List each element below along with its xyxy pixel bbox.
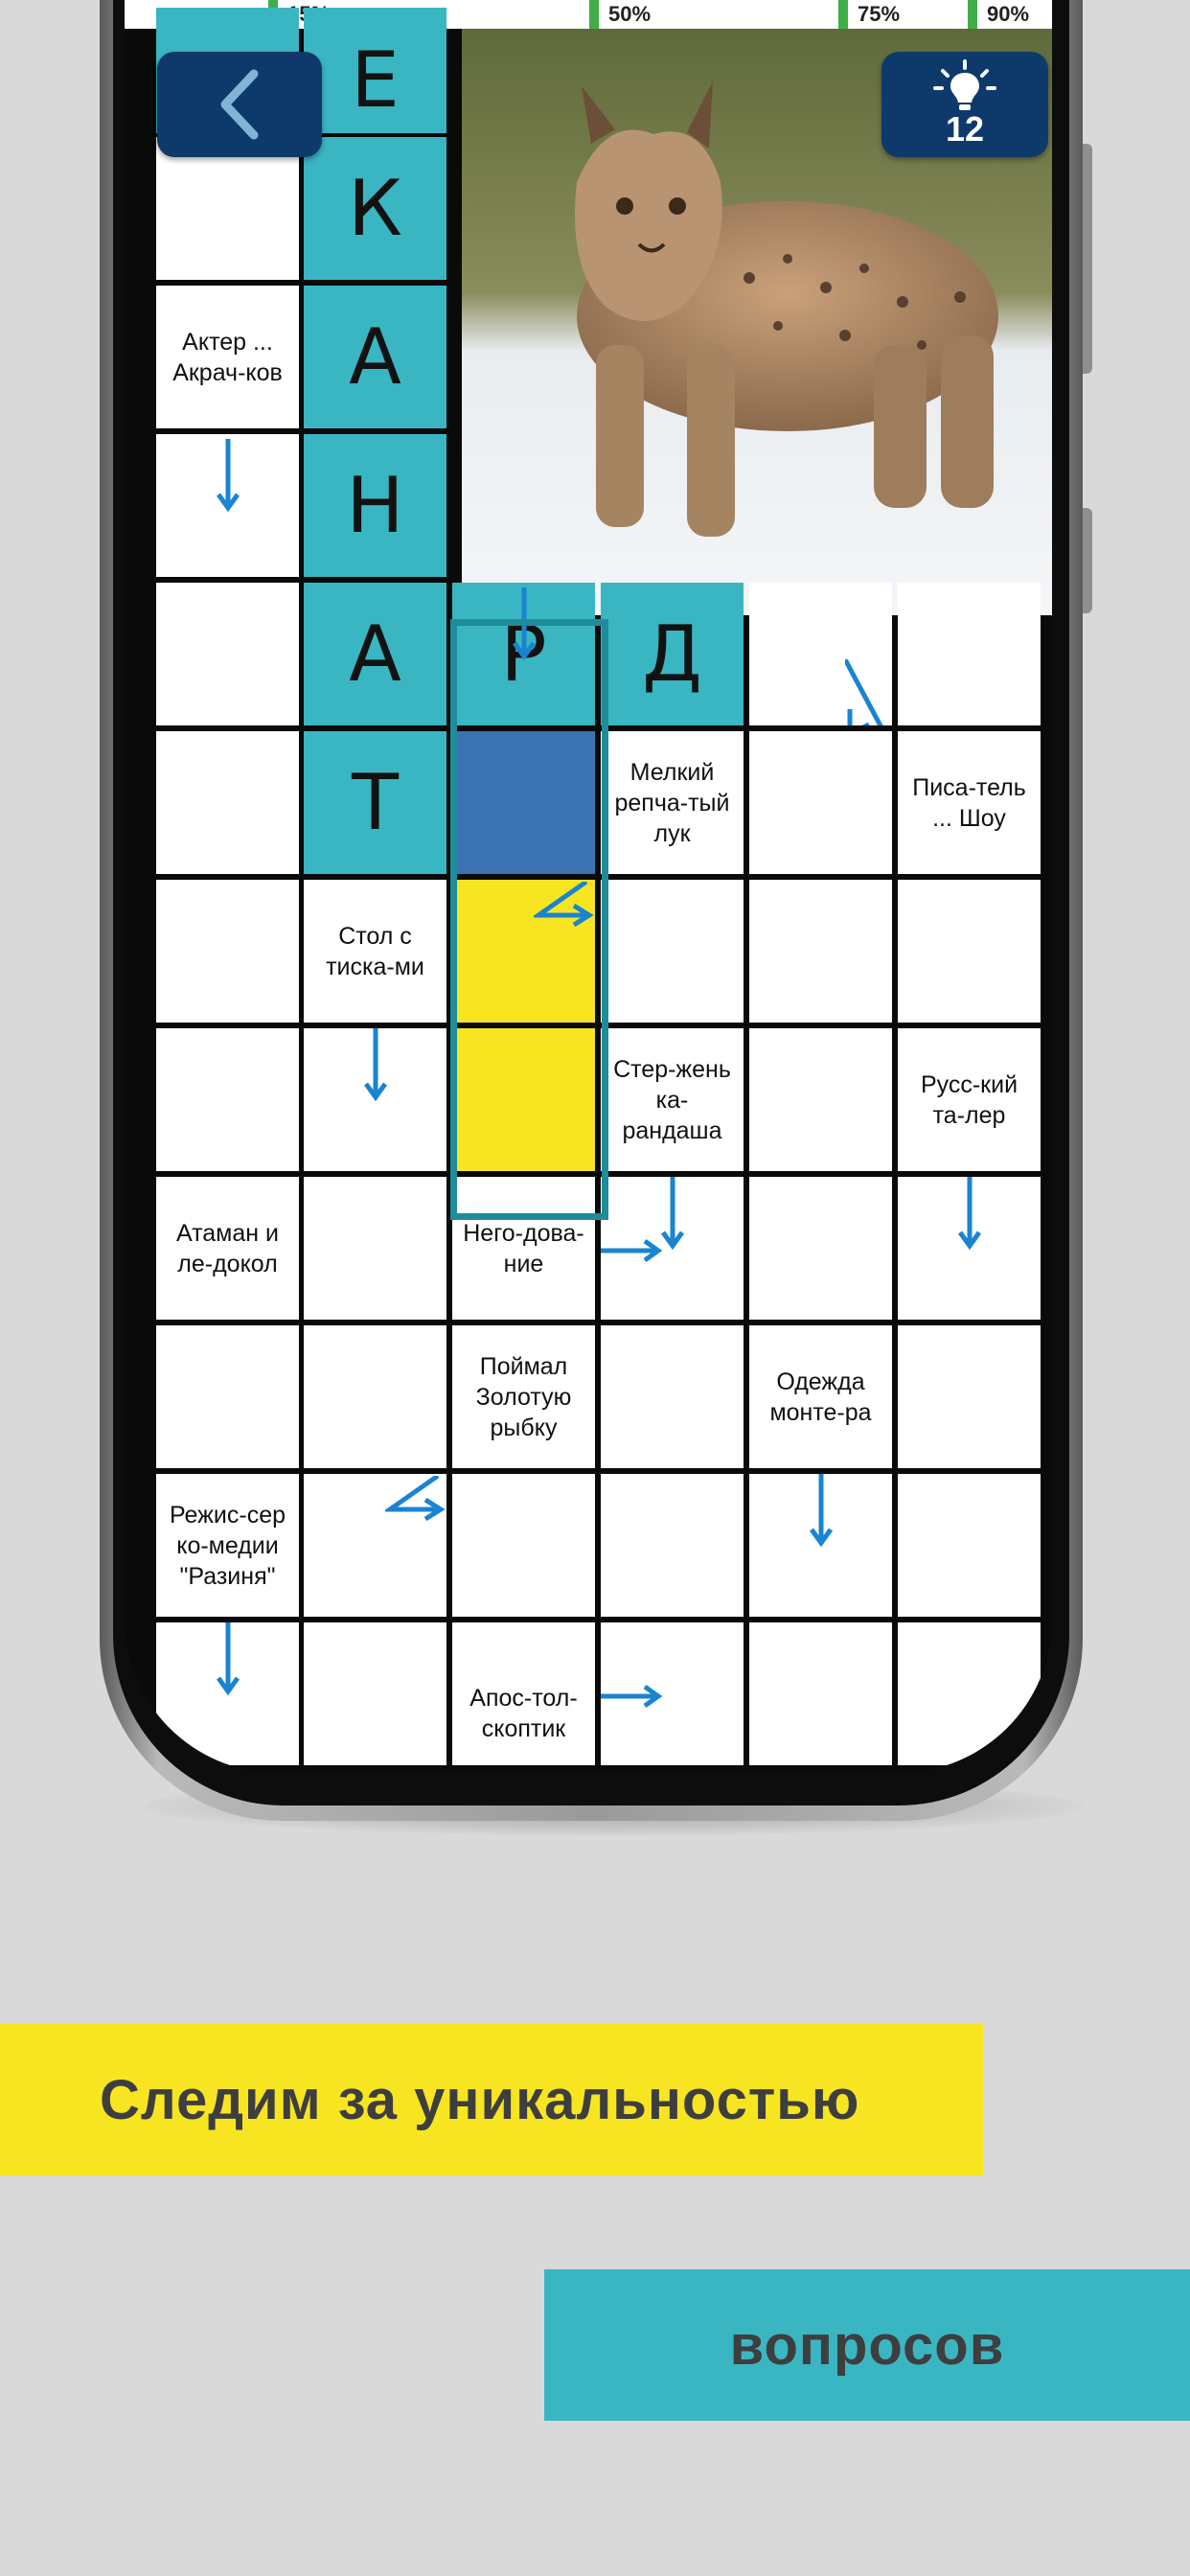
caption-line-1: Следим за уникальностью	[100, 2068, 860, 2131]
crossword-cell[interactable]	[452, 1474, 595, 1617]
crossword-clue-cell[interactable]: Актер ... Акрач-ков	[156, 286, 299, 428]
crossword-letter-cell[interactable]: Е	[304, 8, 446, 133]
crossword-clue-cell[interactable]: Апос-тол-скоптик	[452, 1622, 595, 1765]
arrow-down-icon	[802, 1474, 840, 1551]
crossword-clue-cell[interactable]: Поймал Золотую рыбку	[452, 1325, 595, 1468]
arrow-down-icon	[505, 587, 543, 664]
crossword-cell[interactable]	[304, 1622, 446, 1765]
crossword-cell[interactable]	[749, 1622, 892, 1765]
crossword-letter-cell[interactable]: А	[304, 286, 446, 428]
arrow-right-icon	[601, 1682, 668, 1711]
crossword-cell[interactable]	[898, 1325, 1041, 1468]
crossword-letter-cell[interactable]: Д	[601, 583, 744, 725]
crossword-clue-cell[interactable]: Атаман и ле-докол	[156, 1177, 299, 1320]
crossword-cell[interactable]	[156, 731, 299, 874]
crossword-cell[interactable]	[749, 731, 892, 874]
crossword-letter-cell[interactable]: К	[304, 137, 446, 280]
crossword-cell[interactable]	[898, 880, 1041, 1023]
crossword-cell[interactable]	[749, 1177, 892, 1320]
crossword-cell[interactable]	[749, 1028, 892, 1171]
arrow-down-icon	[950, 1177, 989, 1254]
crossword-clue-cell[interactable]: Стер-жень ка-рандаша	[601, 1028, 744, 1171]
crossword-active-cell[interactable]	[452, 731, 595, 874]
promo-caption-yellow	[0, 2024, 983, 2175]
crossword-clue-cell[interactable]: Мелкий репча-тый лук	[601, 731, 744, 874]
caption-line-2: вопросов	[729, 2313, 1005, 2377]
crossword-cell[interactable]	[304, 1474, 446, 1617]
crossword-cell[interactable]	[601, 1474, 744, 1617]
crossword-clue-cell[interactable]: Стол с тиска-ми	[304, 880, 446, 1023]
crossword-cell[interactable]	[304, 1028, 446, 1171]
crossword-clue-cell[interactable]: Писа-тель ... Шоу	[898, 731, 1041, 874]
crossword-answer-cell[interactable]	[452, 1028, 595, 1171]
arrow-bent-icon	[534, 882, 595, 939]
crossword-cell[interactable]	[156, 1622, 299, 1765]
crossword-cell[interactable]	[601, 1622, 744, 1765]
promo-caption-teal	[544, 2269, 1190, 2421]
crossword-cell[interactable]	[601, 1325, 744, 1468]
progress-marker: 50%	[589, 0, 651, 29]
crossword-clue-cell[interactable]: Режис-сер ко-медии "Разиня"	[156, 1474, 299, 1617]
crossword-cell[interactable]	[898, 1474, 1041, 1617]
crossword-grid	[125, 29, 1052, 1773]
arrow-bent-icon	[385, 1476, 446, 1533]
crossword-cell[interactable]	[156, 1325, 299, 1468]
crossword-cell[interactable]	[304, 1177, 446, 1320]
hint-button[interactable]	[881, 52, 1048, 157]
crossword-letter-cell[interactable]: Р	[452, 583, 595, 725]
crossword-cell[interactable]	[156, 1028, 299, 1171]
crossword-letter-cell[interactable]: Н	[304, 434, 446, 577]
crossword-cell[interactable]	[156, 137, 299, 280]
crossword-cell[interactable]	[304, 1325, 446, 1468]
back-button[interactable]	[157, 52, 322, 157]
progress-marker: 90%	[968, 0, 1029, 29]
crossword-cell[interactable]	[156, 880, 299, 1023]
crossword-cell[interactable]	[156, 434, 299, 577]
crossword-cell[interactable]	[749, 583, 892, 725]
crossword-clue-cell[interactable]: Одежда монте-ра	[749, 1325, 892, 1468]
chevron-left-icon	[211, 66, 268, 143]
progress-marker: 75%	[838, 0, 900, 29]
crossword-clue-cell[interactable]: Русс-кий та-лер	[898, 1028, 1041, 1171]
crossword-letter-cell[interactable]: А	[304, 583, 446, 725]
crossword-cell[interactable]	[898, 1622, 1041, 1765]
hint-count: 12	[945, 109, 985, 149]
phone-screen	[125, 0, 1052, 1773]
lightbulb-icon	[931, 59, 998, 113]
crossword-answer-cell[interactable]	[452, 880, 595, 1023]
crossword-cell[interactable]	[601, 1177, 744, 1320]
crossword-cell[interactable]	[156, 583, 299, 725]
crossword-cell[interactable]	[749, 880, 892, 1023]
crossword-cell[interactable]	[898, 1177, 1041, 1320]
arrow-down-icon	[209, 439, 247, 516]
arrow-right-icon	[601, 1236, 668, 1265]
crossword-clue-cell[interactable]: Него-дова-ние	[452, 1177, 595, 1320]
crossword-cell[interactable]	[898, 583, 1041, 725]
arrow-down-icon	[209, 1622, 247, 1699]
crossword-cell[interactable]	[601, 880, 744, 1023]
crossword-cell[interactable]	[749, 1474, 892, 1617]
crossword-letter-cell[interactable]: Т	[304, 731, 446, 874]
arrow-down-icon	[356, 1028, 395, 1105]
arrow-bent-icon	[845, 659, 892, 725]
